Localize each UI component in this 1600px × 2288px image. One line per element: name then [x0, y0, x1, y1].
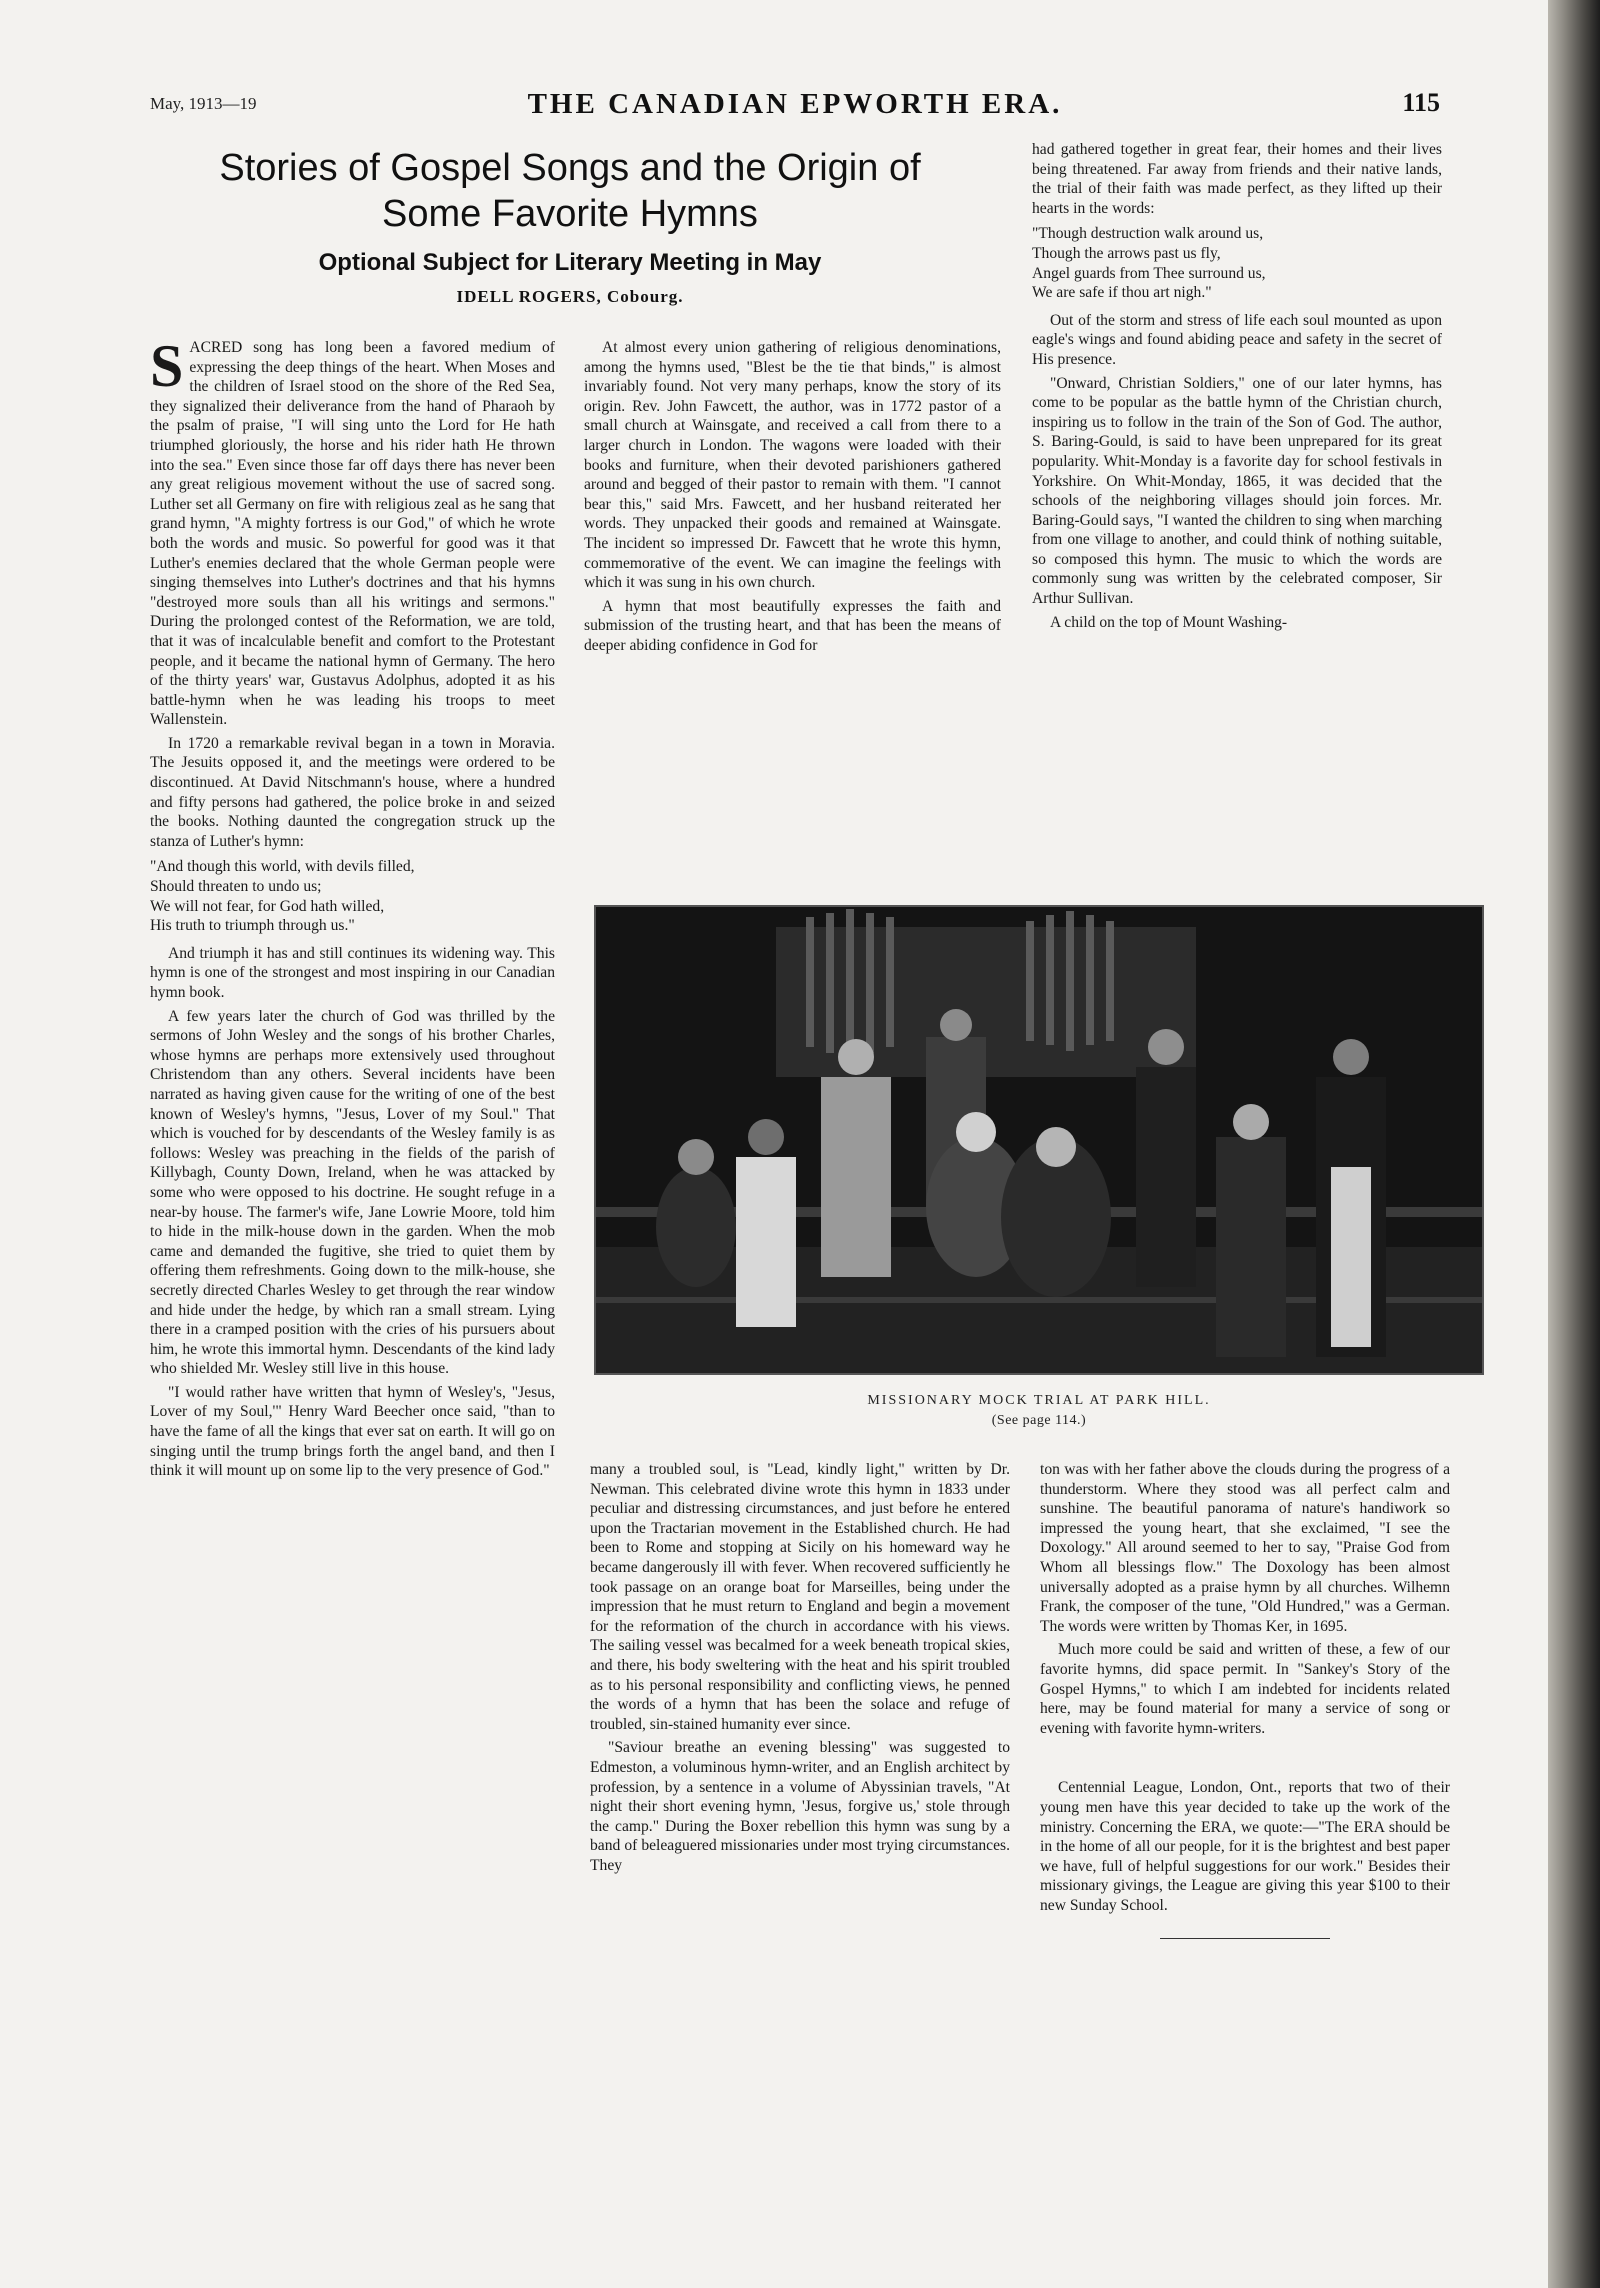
drop-cap: S — [150, 338, 184, 399]
photo-caption — [594, 1393, 1484, 1429]
section-divider — [1160, 1938, 1330, 1939]
column-spacer — [1040, 1742, 1450, 1778]
hymn-verse: "Though destruction walk around us, Though the arrows past us fly, Angel guards from Thee surround us, We are safe if thou art nigh." — [1032, 225, 1266, 302]
text-column-1 — [150, 338, 555, 2046]
paragraph — [150, 338, 555, 730]
paragraph: "Saviour breathe an evening blessing" was suggested to Edmeston, a voluminous hymn-writer, and an English architect by profession, by a sentence in a volume of Abyssinian travels, "At night their short evening hymn, 'Jesus, forgive us,' stole through the camp." During the Boxer rebellion this hymn was sung by a band of beleaguered missionaries under most trying circumstances. They — [590, 1739, 1010, 1874]
paragraph: A few years later the church of God was thrilled by the sermons of John Wesley and the songs of his brother Charles, whose hymns are perhaps more extensively used throughout Christendom than any others. Several incidents have been narrated as having given cause for the writing of one of the best known of Wesley's hymns, "Jesus, Lover of my Soul." That which is vouched for by descendants of the Wesley family is as follows: Wesley was preaching in the fields of the parish of Killybagh, County Down, Ireland, when he was attacked by some who were opposed to his doctrine. He sought refuge in a near-by house. The farmer's wife, Jane Lowrie Moore, told him to hide in the milk-house down in the garden. When the mob came and demanded the fugitive, she tried to quiet them by offering them refreshments. Going down to the milk-house, she secretly directed Charles Wesley to get through the rear window and hide under the hedge, by which ran a small stream. Lying there in a cramped position with the cries of his pursuers about him, he wrote this immortal hymn. Descendants of the kind lady who shielded Mr. Wesley still live in this house. — [150, 1007, 555, 1378]
article-title-line-1: Stories of Gospel Songs and the Origin of — [219, 147, 921, 189]
paragraph: Much more could be said and written of these, a few of our favorite hymns, did space permit. In "Sankey's Story of the Gospel Hymns," to which I am indebted for incidents related here, may be found material for many a service of song or evening with favorite hymn-writers. — [1040, 1641, 1450, 1737]
photo-illustration — [596, 907, 1482, 1373]
paragraph: Centennial League, London, Ont., reports that two of their young men have this year decided to take up the work of the ministry. Concerning the ERA, we quote:—"The ERA should be in the home of all our people, for it is the brightest and best paper we have, full of helpful suggestions for our work." Besides their missionary givings, the League are giving this year $100 to their new Sunday School. — [1040, 1779, 1450, 1914]
caption-reference: (See page 114.) — [991, 1413, 1087, 1428]
article-byline: IDELL ROGERS, Cobourg. — [456, 287, 684, 306]
article-heading — [120, 145, 1020, 307]
running-header — [150, 88, 1440, 128]
paragraph: A child on the top of Mount Washing- — [1050, 613, 1288, 631]
paragraph: At almost every union gathering of religious denominations, among the hymns used, "Blest be the tie that binds," is almost invariably found. Not very many perhaps, know the story of its origin. Rev. John Fawcett, the author, was in 1772 pastor of a small church at Wainsgate, and received a call from there to a larger church in London. The wagons were loaded with their books and furniture, when their devoted parishioners gathered around and begged of their pastor to remain with them. "I cannot bear this," said Mrs. Fawcett, and her husband reiterated her words. They unpacked their goods and remained at Wainsgate. The incident so impressed Dr. Fawcett that he wrote this hymn, commemorative of the event. We can imagine the feelings with which it was sung in his own church. — [584, 339, 1001, 592]
journal-title: THE CANADIAN EPWORTH ERA. — [527, 88, 1063, 120]
article-subtitle: Optional Subject for Literary Meeting in May — [318, 249, 822, 276]
paragraph: Out of the storm and stress of life each soul mounted as upon eagle's wings and found abiding peace and safety in the secret of His presence. — [1032, 311, 1442, 368]
paragraph: "Onward, Christian Soldiers," one of our later hymns, has come to be popular as the battle hymn of the Christian church, inspiring us to follow in the train of the Son of God. The author, S. Baring-Gould, is said to have been unprepared for its great popularity. Whit-Monday is a favorite day for school festivals in Yorkshire. On Whit-Monday, 1865, it was decided that the schools of the neighboring villages should join forces. Mr. Baring-Gould says, "I wanted the children to sing when marching from one village to another, and could think of nothing suitable, so composed this hymn. The music to which the words are commonly sung was written by the celebrated composer, Sir Arthur Sullivan. — [1032, 374, 1442, 608]
caption-title: MISSIONARY MOCK TRIAL AT PARK HILL. — [867, 1393, 1211, 1408]
paragraph-text: ACRED song has long been a favored medium of expressing the deep things of the heart. When Moses and the children of Israel stood on the shore of the Red Sea, they signalized their deliverance from the hand of Pharaoh by the psalm of praise, "I will sing unto the Lord for He hath triumphed gloriously, the horse and his rider hath He thrown into the sea." Even since those far off days there has never been any great religious movement without the use of sacred song. Luther set all Germany on fire with religious zeal as he sang that grand hymn, "A mighty fortress is our God," of which he wrote both the words and music. So powerful for good was it that Luther's enemies declared that the whole German people were singing themselves into Luther's doctrines and that his hymns "destroyed more souls than all his writings and sermons." During the prolonged contest of the Reformation, we are told, that it was of incalculable benefit and comfort to the Protestant people, and it became the national hymn of Germany. The hero of the thirty years' war, Gustavus Adolphus, adopted it as his battle-hymn when he was leading his troops to meet Wallenstein. — [150, 339, 555, 729]
paragraph: "I would rather have written that hymn of Wesley's, "Jesus, Lover of my Soul,'" Henry Ward Beecher once said, "than to have the fame of all the kings that ever sat on earth. It will go on singing until the trump brings forth the angel band, and then I think it will mount up on some lip to the very presence of God." — [150, 1383, 555, 1480]
paragraph: And triumph it has and still continues its widening way. This hymn is one of the strongest and most inspiring in our Canadian hymn book. — [150, 944, 555, 1001]
paragraph: had gathered together in great fear, their homes and their lives being threatened. Far away from friends and their native lands, the trial of their faith was made perfect, as they lifted up their hearts in the words: — [1032, 141, 1442, 217]
book-binding-edge — [1548, 0, 1600, 2288]
photograph — [594, 905, 1484, 1375]
paragraph: In 1720 a remarkable revival began in a town in Moravia. The Jesuits opposed it, and the meetings were ordered to be discontinued. At David Nitschmann's house, where a hundred and fifty persons had gathered, the police broke in and seized the books. Nothing daunted the congregation struck up the stanza of Luther's hymn: — [150, 734, 555, 850]
paragraph: A hymn that most beautifully expresses the faith and submission of the trusting heart, and that has been the means of deeper abiding confidence in God for — [584, 597, 1001, 654]
text-column-2 — [584, 338, 1001, 883]
paragraph: many a troubled soul, is "Lead, kindly light," written by Dr. Newman. This celebrated divine wrote this hymn in 1833 under peculiar and distressing circumstances, and just before he entered upon the Tractarian movement in the Established church. He had been to Rome and stopping at Sicily on his homeward way he became dangerously ill with fever. When recovered sufficiently he took passage on an orange boat for Marseilles, being under the impression that he must return to England and begin a movement for the reformation of the church in accordance with his views. The sailing vessel was becalmed for a week beneath tropical skies, and there, his body sweltering with the heat and his spirit troubled as to his personal responsibility and conflicting views, he penned the words of a hymn that has been the solace and refuge of troubled, sin-stained humanity ever since. — [590, 1461, 1010, 1733]
text-column-5 — [1040, 1460, 1450, 2080]
paragraph: ton was with her father above the clouds during the progress of a thunderstorm. Where they stood was all perfect calm and sunshine. The beautiful panorama of nature's handiwork so impressed the young heart, that she exclaimed, "I see the Doxology." All around seemed to her to say, "Praise God from Whom all blessings flow." The Doxology has been almost universally adopted as a praise hymn by all churches. Wilhemn Frank, the composer of the tune, "Old Hundred," was a German. The words were written by Thomas Ker, in 1695. — [1040, 1461, 1450, 1635]
issue-date: May, 1913—19 — [150, 94, 257, 113]
hymn-verse: "And though this world, with devils filled, Should threaten to undo us; We will not fear, for God hath willed, His truth to triumph through us." — [150, 858, 415, 935]
article-title-line-2: Some Favorite Hymns — [382, 193, 758, 235]
text-column-4 — [590, 1460, 1010, 2070]
text-column-3 — [1032, 140, 1442, 885]
page-number: 115 — [1402, 88, 1440, 117]
